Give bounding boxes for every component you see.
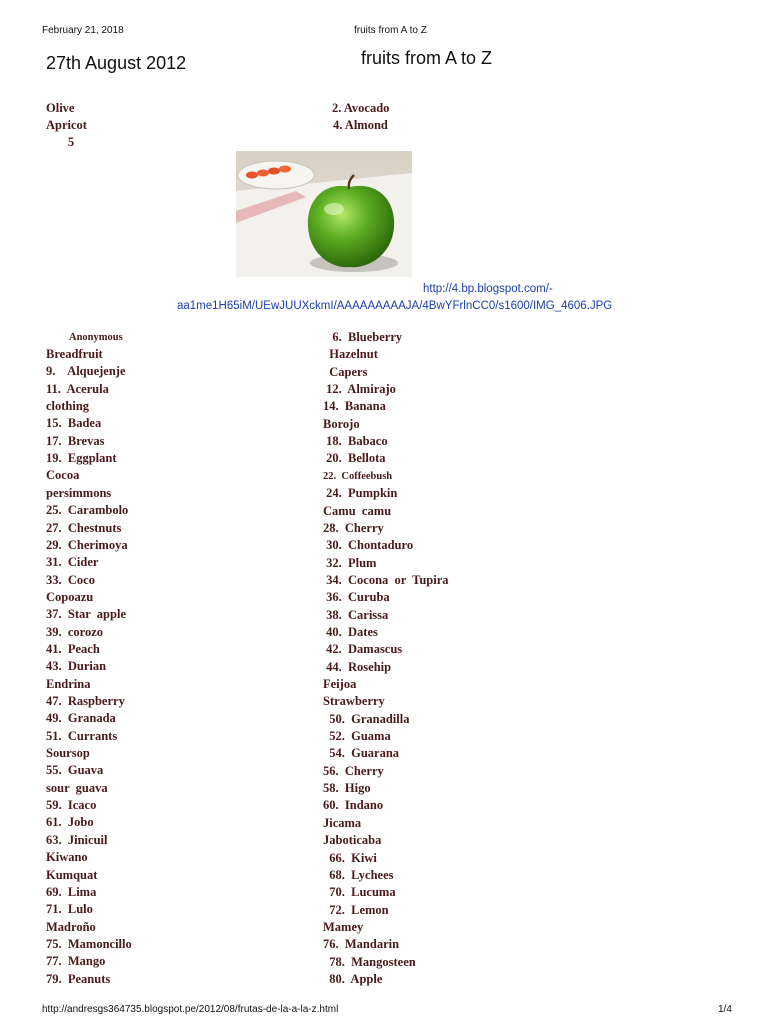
fruit-item-right: 54. Guarana	[323, 746, 400, 761]
fruit-item-left: Madroño	[46, 919, 96, 934]
fruit-item-left: Kumquat	[46, 867, 98, 882]
fruit-item-left: sour guava	[46, 780, 108, 795]
green-apple-photo[interactable]	[236, 151, 412, 277]
fruit-item-right: 56. Cherry	[323, 763, 384, 778]
image-link-line-2[interactable]: aa1me1H65iM/UEwJUUXckmI/AAAAAAAAAJA/4BwYFrlnCC0/s1600/IMG_4606.JPG	[177, 300, 613, 312]
fruit-item-left: clothing	[46, 399, 90, 414]
fruit-item-left: Breadfruit	[46, 347, 103, 361]
fruit-item-right: Feijoa	[323, 677, 357, 691]
fruit-item-right: 30. Chontaduro	[323, 538, 414, 553]
fruit-item-right: 38. Carissa	[323, 607, 389, 622]
fruit-item-left: 29. Cherimoya	[46, 537, 128, 552]
fruit-item-right: 32. Plum	[323, 555, 377, 570]
fruit-item-left: 61. Jobo	[46, 815, 94, 830]
fruit-item-right: Jaboticaba	[323, 833, 382, 848]
fruit-item-right: 42. Damascus	[323, 642, 403, 657]
fruit-item-right: 40. Dates	[323, 624, 378, 639]
fruit-item-left: 15. Badea	[46, 416, 102, 431]
fruit-item-left: 47. Raspberry	[46, 694, 125, 708]
fruit-item-left: persimmons	[46, 485, 112, 500]
fruit-item-left: 37. Star apple	[46, 607, 126, 622]
author-name: Anonymous	[69, 332, 123, 343]
fruit-item-left: 69. Lima	[46, 884, 97, 899]
fruit-item-left: Kiwano	[46, 850, 88, 865]
fruit-item-right: 28. Cherry	[323, 520, 384, 535]
post-date: 27th August 2012	[46, 53, 187, 73]
fruit-item-right: 76. Mandarin	[323, 937, 400, 952]
fruit-item-left: 77. Mango	[46, 954, 106, 969]
fruit-item-left: Copoazu	[46, 589, 94, 604]
fruit-item-left: 41. Peach	[46, 641, 100, 656]
fruit-item-left: Endrina	[46, 676, 91, 691]
post-title: fruits from A to Z	[361, 48, 493, 68]
fruit-item-left: 75. Mamoncillo	[46, 936, 132, 951]
fruit-item-right: 52. Guama	[323, 729, 391, 744]
fruit-item-left: 27. Chestnuts	[46, 520, 122, 535]
fruit-item-left: 43. Durian	[46, 659, 107, 674]
fruit-item-left: 49. Granada	[46, 711, 116, 726]
fruit-item-left: 33. Coco	[46, 572, 95, 587]
fruit-item-left: Cocoa	[46, 468, 80, 483]
fruit-item-right: 58. Higo	[323, 781, 371, 796]
fruit-item-right: Borojo	[323, 416, 360, 431]
image-link-line-1[interactable]: http://4.bp.blogspot.com/-	[423, 283, 553, 295]
fruit-item-left: 51. Currants	[46, 728, 118, 743]
fruit-item-right: 12. Almirajo	[323, 382, 396, 397]
fruit-item-right: 36. Curuba	[323, 590, 390, 605]
intro-left-2: Apricot	[46, 118, 87, 132]
fruit-item-left: 17. Brevas	[46, 433, 105, 448]
fruit-item-right: Mamey	[323, 919, 364, 934]
page-number: 1/4	[718, 1004, 732, 1015]
fruit-item-right: 20. Bellota	[323, 451, 386, 466]
fruit-item-right: Jicama	[323, 815, 362, 830]
intro-left-3: 5	[46, 135, 75, 149]
intro-left-1: Olive	[46, 101, 75, 115]
fruit-item-right: 66. Kiwi	[323, 850, 377, 865]
print-title: fruits from A to Z	[354, 25, 427, 36]
fruit-item-left: 55. Guava	[46, 763, 104, 778]
print-date: February 21, 2018	[42, 25, 124, 36]
fruit-item-right: 44. Rosehip	[323, 659, 392, 674]
fruit-item-right: 24. Pumpkin	[323, 486, 398, 501]
fruit-item-right: Capers	[323, 364, 368, 379]
fruit-item-right: 80. Apple	[323, 971, 383, 986]
fruit-item-right: 22. Coffeebush	[323, 470, 393, 482]
fruit-item-right: 68. Lychees	[323, 867, 394, 882]
print-url: http://andresgs364735.blogspot.pe/2012/08/frutas-de-la-a-la-z.html	[42, 1004, 339, 1015]
fruit-item-right: 6. Blueberry	[323, 330, 403, 344]
fruit-item-left: 25. Carambolo	[46, 503, 129, 518]
fruit-item-left: 39. corozo	[46, 624, 104, 639]
fruit-item-left: 9. Alquejenje	[46, 364, 126, 379]
fruit-item-left: 71. Lulo	[46, 902, 93, 917]
fruit-item-right: Strawberry	[323, 694, 385, 709]
fruit-item-right: 14. Banana	[323, 399, 386, 414]
fruit-item-left: 59. Icaco	[46, 798, 97, 813]
fruit-item-left: 31. Cider	[46, 555, 99, 570]
fruit-item-left: 11. Acerula	[46, 381, 109, 396]
fruit-item-right: 72. Lemon	[323, 902, 389, 917]
fruit-item-left: 79. Peanuts	[46, 971, 111, 986]
fruit-item-right: 50. Granadilla	[323, 711, 410, 726]
fruit-item-left: 19. Eggplant	[46, 451, 117, 466]
fruit-item-right: 60. Indano	[323, 798, 384, 813]
fruit-item-left: Soursop	[46, 746, 90, 761]
fruit-item-right: 78. Mangosteen	[323, 954, 416, 969]
fruit-item-right: Hazelnut	[323, 347, 378, 362]
fruit-item-right: Camu camu	[323, 503, 392, 518]
intro-right-1: 2. Avocado	[332, 101, 390, 115]
fruit-item-left: 63. Jinicuil	[46, 832, 108, 847]
fruit-item-right: 34. Cocona or Tupira	[323, 572, 449, 587]
fruit-item-right: 18. Babaco	[323, 434, 388, 449]
intro-right-2: 4. Almond	[333, 118, 388, 132]
fruit-item-right: 70. Lucuma	[323, 885, 396, 900]
